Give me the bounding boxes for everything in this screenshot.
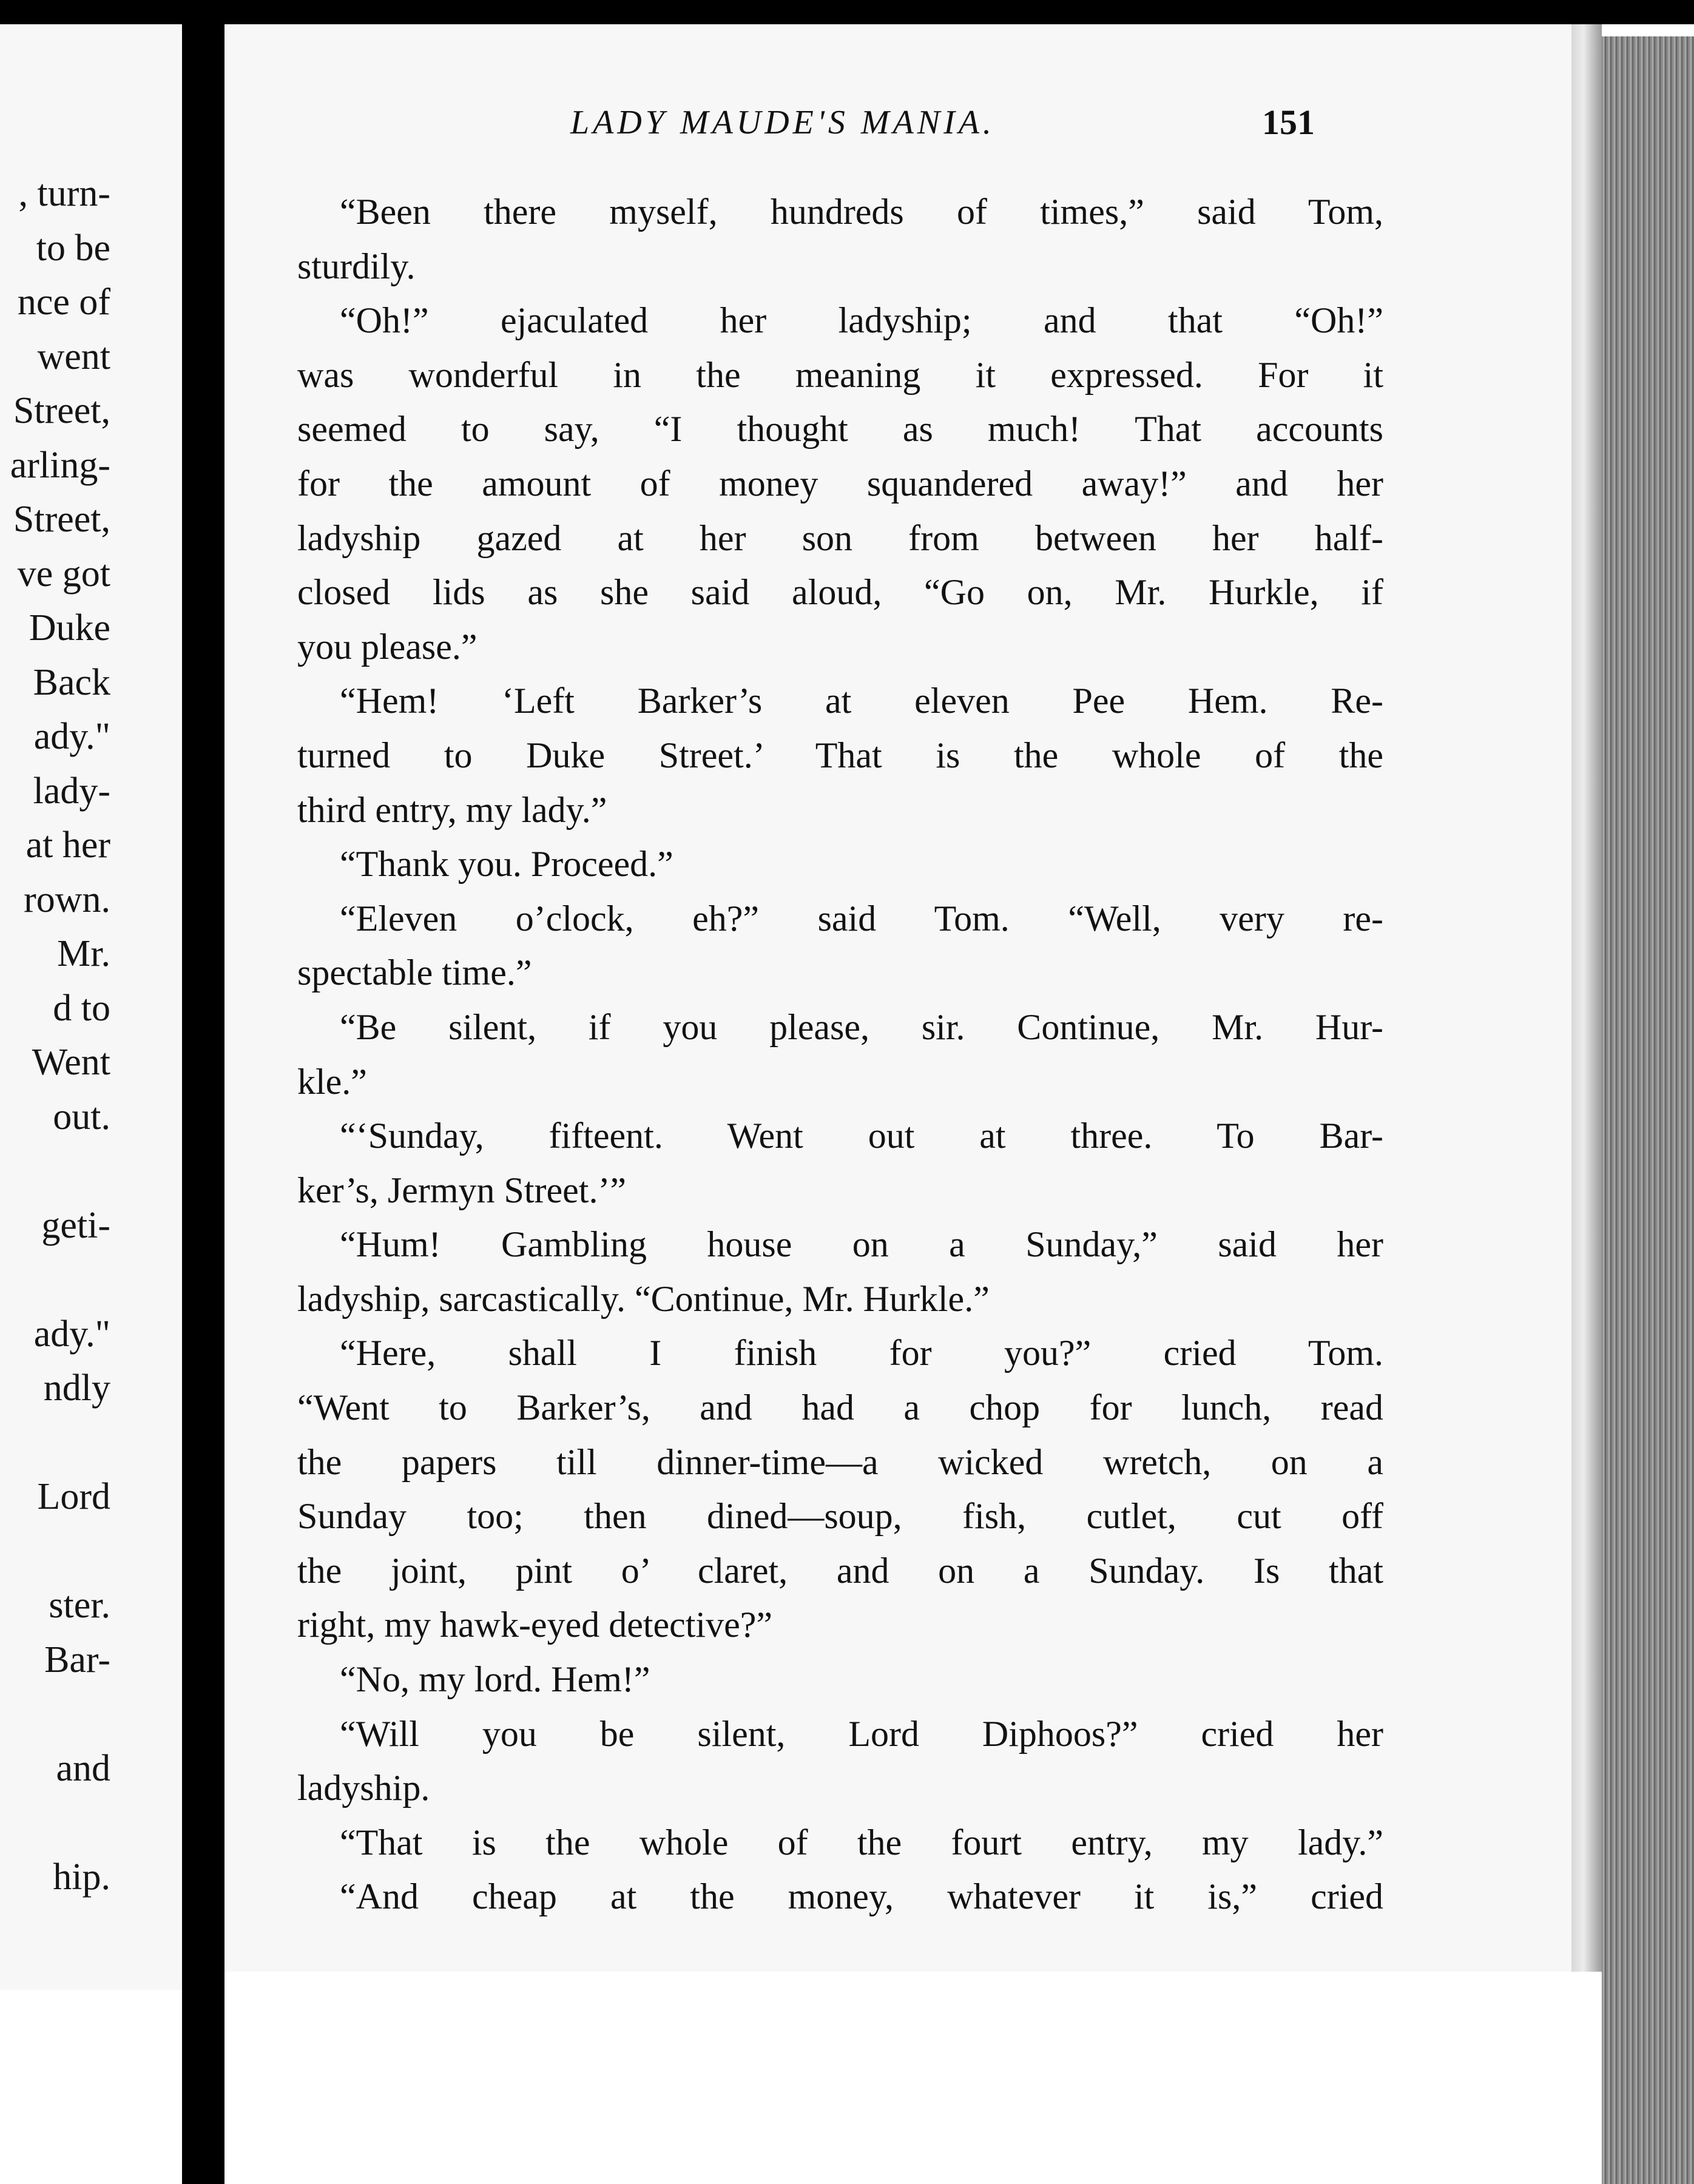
left-page-line: nce of	[17, 281, 110, 323]
left-page-line: Street,	[13, 499, 110, 540]
left-facing-page	[0, 24, 182, 1990]
left-page-line: ster.	[49, 1585, 110, 1626]
text-line: kle.”	[297, 1061, 367, 1102]
left-page-line: ady."	[33, 716, 110, 757]
left-page-line: Went	[32, 1042, 110, 1083]
text-line: closed lids as she said aloud, “Go on, Mr. Hurkle, if	[297, 572, 1383, 613]
left-page-line	[10, 1525, 110, 1579]
text-line: right, my hawk-eyed detective?”	[297, 1605, 772, 1645]
text-line: “Will you be silent, Lord Diphoos?” cried her	[340, 1713, 1383, 1754]
scan-top-border	[0, 0, 1694, 24]
text-line: Sunday too; then dined—soup, fish, cutlet, cut off	[297, 1496, 1383, 1537]
body-text	[297, 185, 1383, 1924]
text-line: you please.”	[297, 626, 477, 667]
left-page-line: arling-	[10, 444, 110, 486]
text-line: spectable time.”	[297, 952, 532, 993]
left-page-line: ndly	[43, 1367, 110, 1409]
text-line: “Eleven o’clock, eh?” said Tom. “Well, very re-	[340, 898, 1383, 939]
left-page-line	[10, 1687, 110, 1742]
left-page-line: ady."	[33, 1313, 110, 1355]
text-line: “Oh!” ejaculated her ladyship; and that “Oh!”	[340, 300, 1383, 341]
page-number: 151	[1262, 103, 1315, 142]
left-page-line: at her	[25, 824, 110, 866]
text-line: “Thank you. Proceed.”	[340, 844, 673, 885]
page-stack-edge	[1602, 36, 1694, 2184]
left-page-line	[10, 1253, 110, 1307]
text-line: seemed to say, “I thought as much! That accounts	[297, 409, 1383, 450]
left-page-line: rown.	[24, 878, 110, 920]
page-edge	[1571, 24, 1602, 2184]
left-page-line: out.	[53, 1096, 110, 1138]
text-line: “Hum! Gambling house on a Sunday,” said her	[340, 1224, 1383, 1265]
text-line: “Hem! ‘Left Barker’s at eleven Pee Hem. Re-	[340, 681, 1383, 721]
left-page-line: Street,	[13, 390, 110, 431]
text-line: “Went to Barker’s, and had a chop for lunch, read	[297, 1387, 1383, 1428]
left-page-line	[10, 1144, 110, 1199]
left-page-line: Bar-	[44, 1639, 110, 1680]
left-page-line: hip.	[53, 1856, 110, 1898]
text-line: “‘Sunday, fifteent. Went out at three. To Bar-	[340, 1116, 1383, 1156]
text-line: “Here, shall I finish for you?” cried Tom.	[340, 1333, 1383, 1373]
running-head	[224, 103, 1571, 158]
text-line: third entry, my lady.”	[297, 789, 607, 830]
book-gutter	[182, 0, 224, 2184]
text-line: “Been there myself, hundreds of times,” said Tom,	[340, 192, 1383, 232]
left-page-line	[10, 1796, 110, 1850]
left-page-line: ve got	[17, 553, 110, 595]
left-page-line	[10, 1416, 110, 1471]
left-page-line: Lord	[37, 1476, 110, 1517]
text-line: ker’s, Jermyn Street.’”	[297, 1170, 627, 1210]
left-page-line: Mr.	[57, 933, 110, 974]
left-page-line: to be	[36, 227, 110, 269]
text-line: the papers till dinner-time—a wicked wretch, on a	[297, 1441, 1383, 1482]
text-line: ladyship.	[297, 1768, 430, 1808]
left-page-line: and	[56, 1747, 110, 1789]
running-title: LADY MAUDE'S MANIA.	[570, 104, 995, 141]
text-line: ladyship gazed at her son from between her half-	[297, 517, 1383, 558]
text-line: ladyship, sarcastically. “Continue, Mr. Hurkle.”	[297, 1278, 990, 1319]
left-page-text	[10, 167, 110, 1904]
left-page-line: went	[37, 335, 110, 377]
left-page-line: Back	[33, 661, 110, 703]
page-bottom-margin	[224, 1972, 1602, 2184]
text-line: “No, my lord. Hem!”	[340, 1659, 650, 1700]
left-page-line: geti-	[41, 1204, 110, 1246]
left-page-line: lady-	[33, 770, 110, 812]
left-page-line: d to	[53, 987, 110, 1029]
text-line: “Be silent, if you please, sir. Continue, Mr. Hur-	[340, 1006, 1383, 1047]
left-page-line: Duke	[29, 607, 110, 649]
text-line: “And cheap at the money, whatever it is,” cried	[340, 1876, 1383, 1917]
text-line: turned to Duke Street.’ That is the whole of the	[297, 735, 1383, 775]
text-line: for the amount of money squandered away!” and her	[297, 463, 1383, 504]
text-line: was wonderful in the meaning it expressed. For it	[297, 354, 1383, 395]
right-page	[224, 24, 1571, 1972]
text-line: the joint, pint o’ claret, and on a Sunday. Is that	[297, 1550, 1383, 1591]
text-line: sturdily.	[297, 246, 416, 286]
left-page-line: , turn-	[18, 173, 110, 214]
text-line: “That is the whole of the fourt entry, my lady.”	[340, 1822, 1383, 1862]
